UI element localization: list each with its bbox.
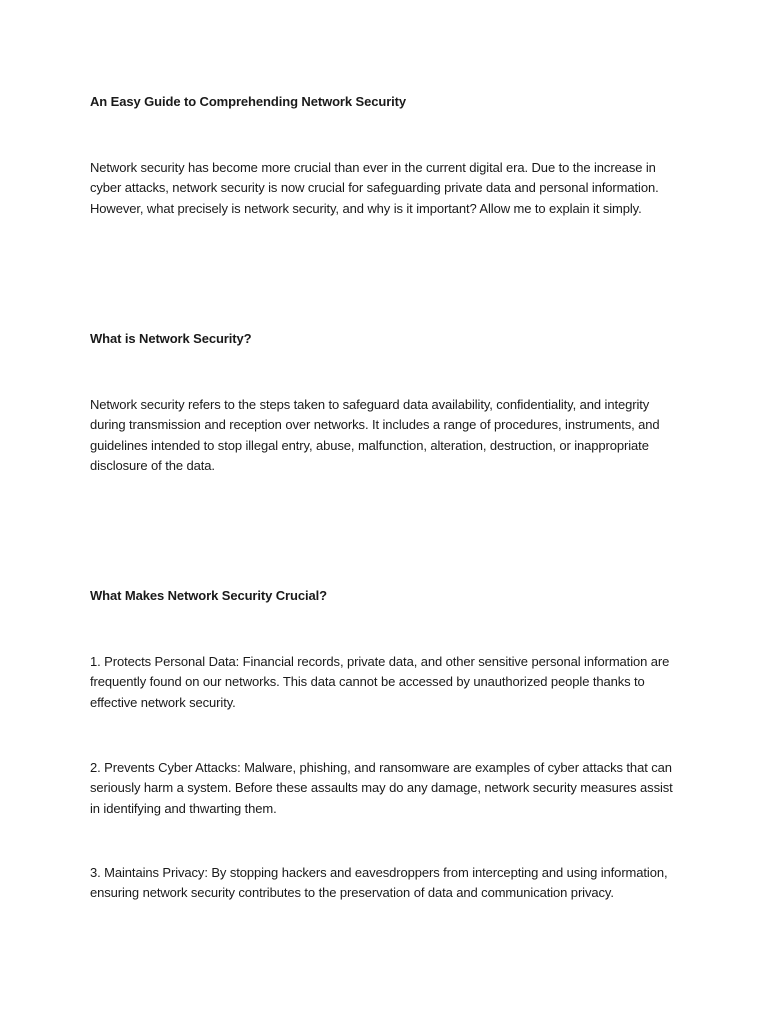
intro-paragraph: Network security has become more crucial than ever in the current digital era. Due to the increase in cyber attacks, network security is now crucial for safeguarding private data and personal information. However, what precisely is network security, and why is it important? Allow me to explain it simply.	[90, 160, 659, 216]
document-title: An Easy Guide to Comprehending Network Security	[90, 94, 407, 109]
section-heading-what-is: What is Network Security?	[90, 331, 252, 346]
section-heading-why-crucial: What Makes Network Security Crucial?	[90, 588, 327, 603]
section-paragraph-what-is: Network security refers to the steps taken to safeguard data availability, confidentiality, and integrity during transmission and reception over networks. It includes a range of procedures, instruments, and guidelines intended to stop illegal entry, abuse, malfunction, alteration, destruction, or inappropriate disclosure of the data.	[90, 397, 660, 473]
list-item-protects-personal-data: 1. Protects Personal Data: Financial records, private data, and other sensitive personal information are frequently found on our networks. This data cannot be accessed by unauthorized people thanks to effective network security.	[90, 654, 670, 710]
list-item-prevents-cyber-attacks: 2. Prevents Cyber Attacks: Malware, phishing, and ransomware are examples of cyber attacks that can seriously harm a system. Before these assaults may do any damage, network security measures assist in identifying and thwarting them.	[90, 760, 673, 816]
list-item-maintains-privacy: 3. Maintains Privacy: By stopping hackers and eavesdroppers from intercepting and using information, ensuring network security contributes to the preservation of data and communication privacy.	[90, 865, 668, 901]
